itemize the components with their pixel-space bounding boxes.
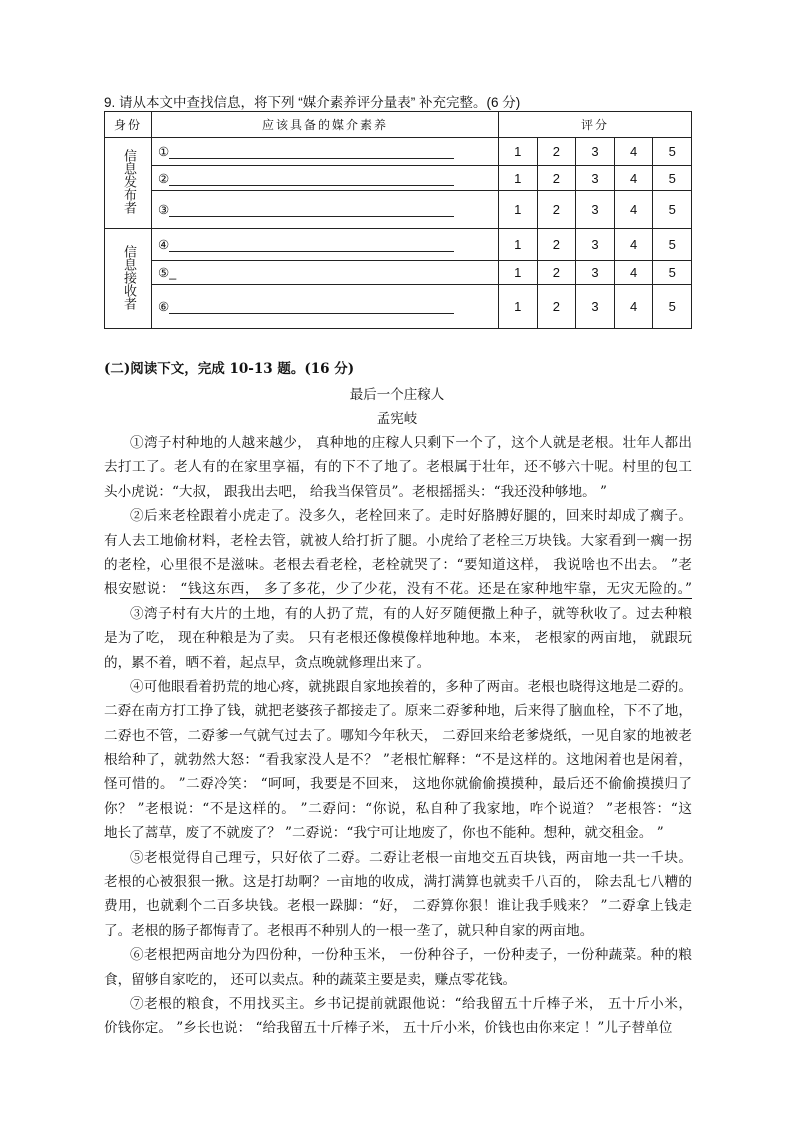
item-number: ⑤_ — [158, 266, 177, 280]
header-score: 评分 — [499, 112, 692, 138]
score-option[interactable]: 1 — [499, 261, 538, 285]
paragraph-line: 怪可惜的。 ”二孬冷笑： “呵呵，我要是不回来， 这地你就偷偷摸摸种，最后还不偷偷摸摸归了 — [104, 776, 692, 793]
score-option[interactable]: 4 — [614, 229, 653, 261]
answer-blank-line[interactable] — [169, 299, 454, 314]
paragraph-line: 食，留够自家吃的， 还可以卖点。种的蔬菜主要是卖，赚点零花钱。 — [104, 971, 517, 988]
answer-blank-cell[interactable] — [152, 285, 499, 329]
score-option[interactable]: 3 — [576, 191, 615, 229]
paragraph-line: 老根的心被狠狠一揪。这是打劫啊？一亩地的收成，满打满算也就卖千八百的， 除去乱七八糟的 — [104, 874, 692, 891]
score-option[interactable]: 5 — [653, 229, 692, 261]
paragraph-line: ⑥老根把两亩地分为四份种，一份种玉米， 一份种谷子，一份种麦子，一份种蔬菜。种的粮 — [130, 947, 692, 964]
answer-blank-line[interactable] — [169, 171, 454, 186]
score-option[interactable]: 2 — [537, 138, 576, 166]
score-option[interactable]: 3 — [576, 285, 615, 329]
identity-cell — [105, 229, 152, 329]
table-row — [105, 191, 692, 229]
item-number: ① — [158, 145, 170, 159]
score-option[interactable]: 4 — [614, 166, 653, 191]
paragraph-line: 二孬在南方打工挣了钱，就把老婆孩子都接走了。原来二孬爹种地，后来得了脑血栓，下不了地， — [104, 703, 692, 720]
table-row — [105, 166, 692, 191]
table-row — [105, 229, 692, 261]
paragraph-line: ②后来老栓跟着小虎走了。没多久，老栓回来了。走时好胳膊好腿的，回来时却成了瘸子。 — [130, 508, 692, 525]
score-option[interactable]: 1 — [499, 191, 538, 229]
paragraph-line: 头小虎说：“大叔， 跟我出去吧， 给我当保管员”。老根摇摇头：“我还没种够地。 ” — [104, 483, 607, 500]
paragraph-line: 是为了吃， 现在种粮是为了卖。 只有老根还像模像样地种地。本来， 老根家的两亩地， 就跟玩 — [104, 630, 692, 647]
paragraph-line: 的老栓，心里很不是滋味。老根去看老栓，老栓就哭了：“要知道这样， 我说啥也不出去。 ”老 — [104, 556, 692, 573]
score-option[interactable]: 4 — [614, 285, 653, 329]
score-option[interactable]: 2 — [537, 285, 576, 329]
paragraph — [104, 602, 692, 675]
paragraph-line: ①湾子村种地的人越来越少， 真种地的庄稼人只剩下一个了，这个人就是老根。壮年人都出 — [130, 435, 692, 451]
paragraph-line: ⑤老根觉得自己理亏，只好依了二孬。二孬让老根一亩地交五百块钱，两亩地一共一千块。 — [130, 849, 692, 866]
paragraph — [104, 675, 692, 846]
paragraph-line — [104, 577, 692, 601]
score-option[interactable]: 3 — [576, 138, 615, 166]
paragraph — [104, 504, 692, 602]
score-option[interactable]: 3 — [576, 166, 615, 191]
score-option[interactable]: 1 — [499, 138, 538, 166]
score-option[interactable]: 1 — [499, 229, 538, 261]
paragraph-line: 地长了蒿草，废了不就废了？ ”二孬说：“我宁可让地废了，你也不能种。想种，就交租金。 ” — [104, 825, 664, 842]
answer-blank-cell[interactable] — [152, 138, 499, 166]
paragraph-line: 了。老根的肠子都悔青了。老根再不种别人的一根一垄了，就只种自家的两亩地。 — [104, 922, 594, 939]
item-number: ③ — [158, 203, 170, 217]
answer-blank-cell[interactable] — [152, 191, 499, 229]
paragraph-line: 根给种了，就勃然大怒：“看我家没人是不？ ”老根忙解释：“不是这样的。这地闲着也是闲着， — [104, 752, 692, 769]
identity-label: 信息发布者 — [121, 149, 136, 214]
score-option[interactable]: 5 — [653, 191, 692, 229]
score-option[interactable]: 3 — [576, 229, 615, 261]
article-author: 孟宪岐 — [376, 411, 418, 427]
paragraph-line: 你？ ”老根说：“不是这样的。 ”二孬问：“你说，私自种了我家地，咋个说道？ ”老根答：“这 — [104, 800, 692, 817]
answer-blank-cell[interactable] — [152, 166, 499, 191]
item-number: ② — [158, 171, 170, 186]
paragraph — [104, 992, 692, 1041]
question-9: 9. 请从本文中查找信息，将下列 “媒介素养评分量表” 补充完整。(6 分) — [104, 95, 521, 110]
answer-blank-cell[interactable] — [152, 229, 499, 261]
line-prefix: 根安慰说： — [104, 581, 181, 598]
score-option[interactable]: 2 — [537, 166, 576, 191]
answer-blank-cell[interactable] — [152, 261, 499, 285]
media-literacy-rubric-table — [104, 111, 692, 329]
paragraph-line: 去打工了。老人有的在家里享福，有的下不了地了。老根属于壮年，还不够六十呢。村里的包工 — [104, 459, 692, 476]
answer-blank-line[interactable] — [169, 202, 454, 217]
paragraph-line: 的，累不着，晒不着，起点早，贪点晚就修理出来了。 — [104, 654, 431, 671]
article-title: 最后一个庄稼人 — [349, 387, 445, 403]
score-option[interactable]: 1 — [499, 166, 538, 191]
score-option[interactable]: 5 — [653, 285, 692, 329]
paragraph-line: 费用，也就剩个二百多块钱。老根一跺脚：“好， 二孬算你狠！谁让我手贱来？ ”二孬拿上钱走 — [104, 898, 692, 915]
paragraph-line: 有人去工地偷材料，老栓去管，就被人给打折了腿。小虎给了老栓三万块钱。大家看到一瘸一拐 — [104, 532, 692, 549]
paragraph — [104, 943, 692, 992]
table-row — [105, 285, 692, 329]
answer-blank-line[interactable] — [169, 237, 454, 252]
score-option[interactable]: 4 — [614, 138, 653, 166]
paragraph — [104, 846, 692, 944]
header-literacy: 应该具备的媒介素养 — [152, 112, 499, 138]
score-option[interactable]: 5 — [653, 261, 692, 285]
table-row — [105, 261, 692, 285]
score-option[interactable]: 3 — [576, 261, 615, 285]
table-row — [105, 138, 692, 166]
answer-blank-line[interactable] — [169, 144, 454, 159]
paragraph-line: ④可他眼看着扔荒的地心疼，就挑跟自家地挨着的，多种了两亩。老根也晓得这地是二孬的。 — [130, 678, 692, 695]
paragraph-line: ③湾子村有大片的土地，有的人扔了荒，有的人好歹随便撒上种子，就等秋收了。过去种粮 — [130, 605, 692, 622]
section-heading: (二)阅读下文，完成 10-13 题。(16 分) — [104, 361, 355, 377]
score-option[interactable]: 5 — [653, 138, 692, 166]
paragraph-line: 价钱你定。 ”乡长也说： “给我留五十斤棒子米， 五十斤小米，价钱也由你来定 ！”儿子替单位 — [104, 1020, 673, 1037]
score-option[interactable]: 2 — [537, 229, 576, 261]
paragraph-line: ⑦老根的粮食，不用找买主。乡书记提前就跟他说：“给我留五十斤棒子米， 五十斤小米， — [130, 995, 692, 1012]
score-option[interactable]: 1 — [499, 285, 538, 329]
article-body — [104, 431, 692, 1041]
table-header-row — [105, 112, 692, 138]
identity-cell — [105, 138, 152, 229]
item-number: ⑥ — [158, 300, 170, 314]
header-identity: 身份 — [105, 112, 152, 138]
paragraph-line: 二孬也不管，二孬爹一气就气过去了。哪知今年秋天， 二孬回来给老爹烧纸，一见自家的地被老 — [104, 727, 692, 744]
score-option[interactable]: 4 — [614, 191, 653, 229]
score-option[interactable]: 2 — [537, 191, 576, 229]
paragraph — [104, 431, 692, 504]
item-number: ④ — [158, 238, 170, 252]
score-option[interactable]: 5 — [653, 166, 692, 191]
score-option[interactable]: 4 — [614, 261, 653, 285]
underlined-sentence: “钱这东西， 多了多花，少了少花，没有不花。还是在家种地牢靠，无灾无险的。” — [180, 581, 692, 598]
identity-label: 信息接收者 — [121, 244, 136, 310]
score-option[interactable]: 2 — [537, 261, 576, 285]
